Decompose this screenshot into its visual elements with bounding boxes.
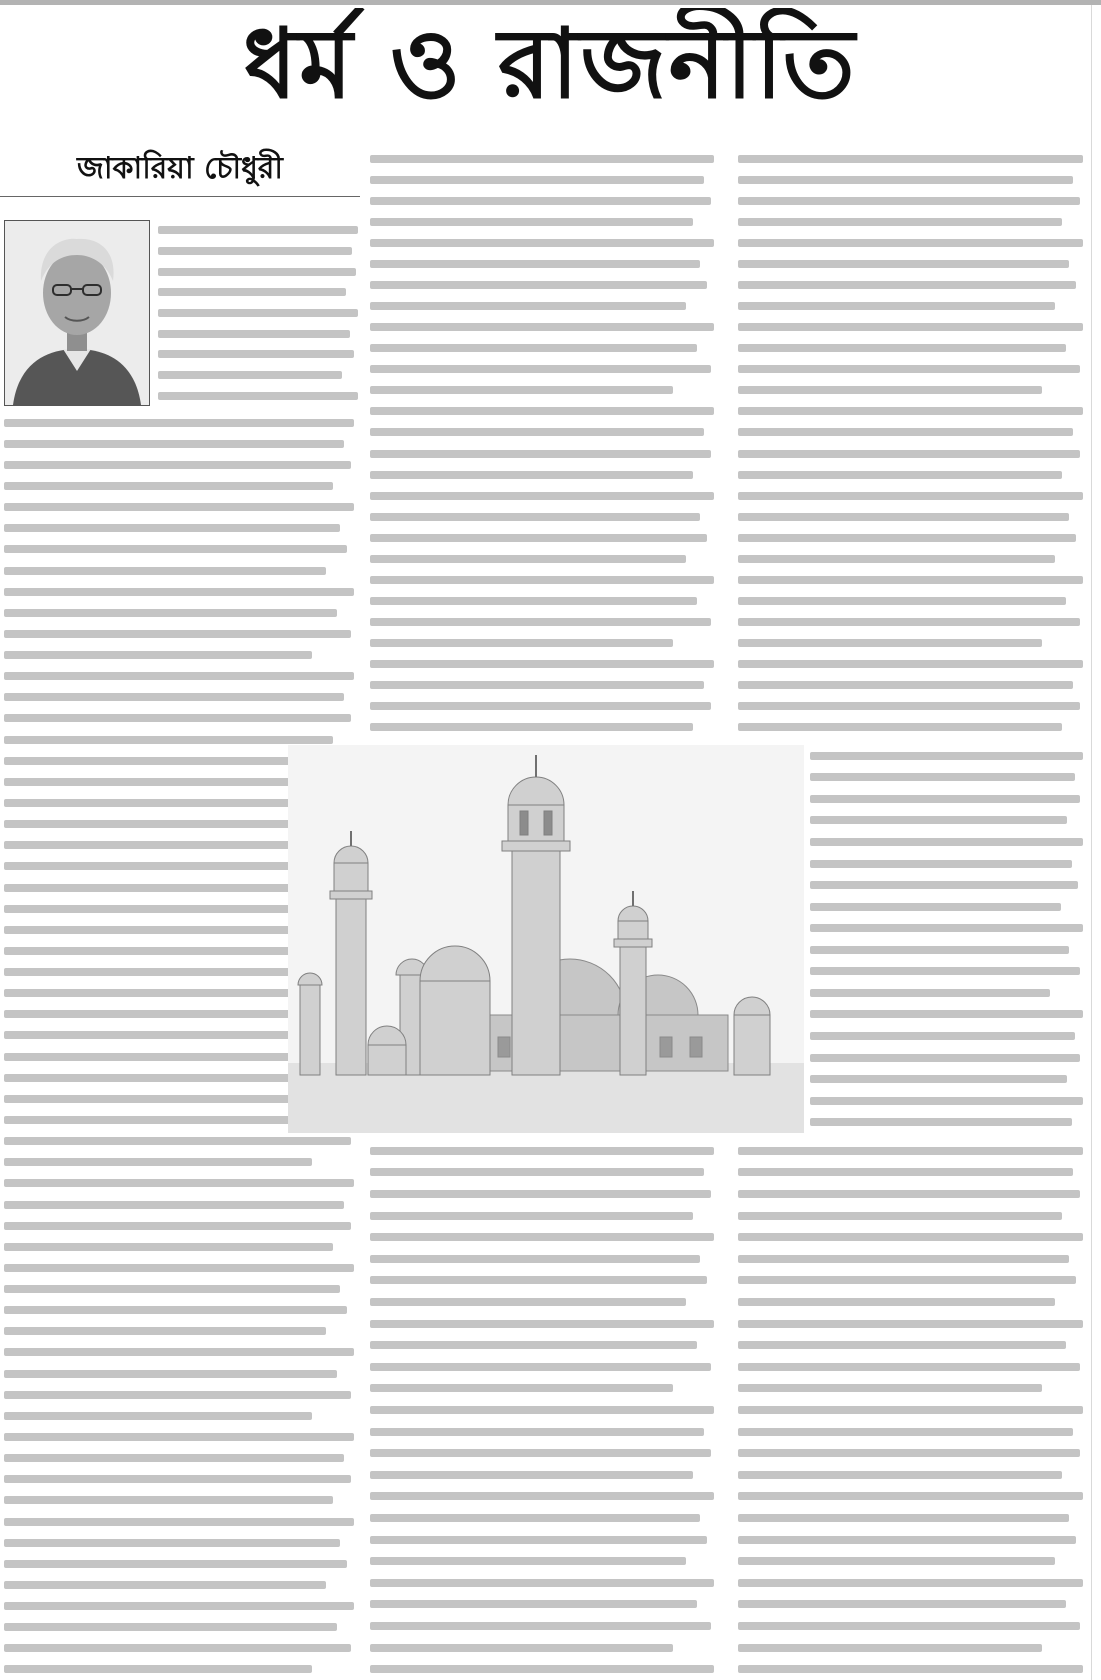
text-line-placeholder [810, 860, 1072, 868]
text-line-placeholder [738, 218, 1062, 226]
text-line-placeholder [4, 1623, 337, 1631]
text-line-placeholder [370, 1190, 711, 1198]
right-border [1091, 5, 1092, 1680]
text-line-placeholder [4, 1222, 351, 1230]
text-line-placeholder [810, 1097, 1083, 1105]
text-line-placeholder [370, 1255, 700, 1263]
text-line-placeholder [4, 1370, 337, 1378]
text-line-placeholder [370, 1276, 707, 1284]
text-line-placeholder [738, 681, 1073, 689]
text-line-placeholder [4, 1518, 354, 1526]
text-line-placeholder [4, 630, 351, 638]
text-line-placeholder [4, 1243, 333, 1251]
text-line-placeholder [370, 1622, 711, 1630]
text-line-placeholder [4, 567, 326, 575]
text-line-placeholder [738, 386, 1042, 394]
text-line-placeholder [370, 1514, 700, 1522]
text-line-placeholder [370, 176, 704, 184]
text-line-placeholder [158, 288, 346, 296]
text-line-placeholder [738, 302, 1055, 310]
text-line-placeholder [370, 260, 700, 268]
column-1-intro-text [158, 220, 358, 406]
text-line-placeholder [370, 1298, 686, 1306]
text-line-placeholder [4, 440, 344, 448]
text-line-placeholder [158, 268, 356, 276]
text-line-placeholder [738, 344, 1066, 352]
text-line-placeholder [4, 1074, 326, 1082]
text-line-placeholder [4, 1433, 354, 1441]
text-line-placeholder [370, 1644, 673, 1652]
column-3-text-wrap [810, 745, 1083, 1133]
text-line-placeholder [738, 471, 1062, 479]
text-line-placeholder [4, 524, 340, 532]
text-line-placeholder [4, 1539, 340, 1547]
text-line-placeholder [4, 1116, 337, 1124]
text-line-placeholder [370, 1320, 714, 1328]
text-line-placeholder [810, 752, 1083, 760]
text-line-placeholder [738, 323, 1083, 331]
text-line-placeholder [738, 1557, 1055, 1565]
text-line-placeholder [810, 1118, 1072, 1126]
text-line-placeholder [738, 239, 1083, 247]
text-line-placeholder [738, 1536, 1076, 1544]
text-line-placeholder [738, 155, 1083, 163]
text-line-placeholder [738, 1168, 1073, 1176]
column-3-text-top [738, 148, 1083, 738]
text-line-placeholder [370, 723, 693, 731]
text-line-placeholder [4, 1306, 347, 1314]
text-line-placeholder [158, 226, 358, 234]
text-line-placeholder [370, 471, 693, 479]
text-line-placeholder [738, 1233, 1083, 1241]
text-line-placeholder [738, 1622, 1080, 1630]
text-line-placeholder [810, 1054, 1080, 1062]
text-line-placeholder [4, 651, 312, 659]
text-line-placeholder [4, 1179, 354, 1187]
text-line-placeholder [4, 609, 337, 617]
text-line-placeholder [738, 1644, 1042, 1652]
column-2-text-top [370, 148, 714, 738]
text-line-placeholder [738, 1212, 1062, 1220]
text-line-placeholder [4, 482, 333, 490]
text-line-placeholder [370, 281, 707, 289]
text-line-placeholder [4, 419, 354, 427]
text-line-placeholder [738, 281, 1076, 289]
text-line-placeholder [158, 330, 350, 338]
text-line-placeholder [738, 1384, 1042, 1392]
text-line-placeholder [370, 618, 711, 626]
text-line-placeholder [738, 1514, 1069, 1522]
text-line-placeholder [370, 344, 697, 352]
text-line-placeholder [370, 407, 714, 415]
text-line-placeholder [158, 371, 342, 379]
text-line-placeholder [810, 881, 1078, 889]
text-line-placeholder [4, 503, 354, 511]
text-line-placeholder [810, 816, 1067, 824]
text-line-placeholder [738, 639, 1042, 647]
text-line-placeholder [810, 1032, 1075, 1040]
text-line-placeholder [4, 1391, 351, 1399]
text-line-placeholder [4, 820, 326, 828]
text-line-placeholder [738, 176, 1073, 184]
text-line-placeholder [370, 450, 711, 458]
text-line-placeholder [738, 1406, 1083, 1414]
text-line-placeholder [370, 1212, 693, 1220]
text-line-placeholder [4, 461, 351, 469]
text-line-placeholder [370, 555, 686, 563]
text-line-placeholder [738, 1665, 1083, 1673]
byline-divider [0, 196, 360, 197]
text-line-placeholder [738, 1341, 1066, 1349]
text-line-placeholder [370, 302, 686, 310]
text-line-placeholder [370, 1536, 707, 1544]
text-line-placeholder [370, 639, 673, 647]
text-line-placeholder [810, 773, 1075, 781]
text-line-placeholder [370, 386, 673, 394]
text-line-placeholder [4, 736, 333, 744]
text-line-placeholder [158, 309, 358, 317]
text-line-placeholder [370, 702, 711, 710]
text-line-placeholder [370, 660, 714, 668]
text-line-placeholder [810, 989, 1050, 997]
text-line-placeholder [4, 1201, 344, 1209]
text-line-placeholder [370, 1471, 693, 1479]
text-line-placeholder [4, 1560, 347, 1568]
text-line-placeholder [4, 905, 312, 913]
text-line-placeholder [370, 1492, 714, 1500]
text-line-placeholder [370, 1665, 714, 1673]
text-line-placeholder [810, 1010, 1083, 1018]
text-line-placeholder [738, 407, 1083, 415]
text-line-placeholder [4, 1602, 354, 1610]
author-portrait [4, 220, 150, 406]
column-3-text-bottom [738, 1140, 1083, 1680]
text-line-placeholder [370, 597, 697, 605]
text-line-placeholder [370, 1600, 697, 1608]
text-line-placeholder [738, 1579, 1083, 1587]
text-line-placeholder [4, 989, 333, 997]
text-line-placeholder [4, 1137, 351, 1145]
mosque-illustration [288, 745, 804, 1133]
text-line-placeholder [738, 428, 1073, 436]
text-line-placeholder [738, 555, 1055, 563]
text-line-placeholder [738, 513, 1069, 521]
text-line-placeholder [370, 1384, 673, 1392]
text-line-placeholder [738, 618, 1080, 626]
text-line-placeholder [4, 1285, 340, 1293]
text-line-placeholder [810, 924, 1083, 932]
text-line-placeholder [738, 1600, 1066, 1608]
text-line-placeholder [370, 513, 700, 521]
text-line-placeholder [370, 1449, 711, 1457]
text-line-placeholder [738, 597, 1066, 605]
text-line-placeholder [370, 218, 693, 226]
text-line-placeholder [158, 247, 352, 255]
text-line-placeholder [370, 155, 714, 163]
text-line-placeholder [4, 1644, 351, 1652]
text-line-placeholder [4, 1475, 351, 1483]
text-line-placeholder [738, 1449, 1080, 1457]
text-line-placeholder [738, 1255, 1069, 1263]
column-2-text-bottom [370, 1140, 714, 1680]
text-line-placeholder [738, 1147, 1083, 1155]
text-line-placeholder [4, 693, 344, 701]
text-line-placeholder [738, 1363, 1080, 1371]
text-line-placeholder [738, 450, 1080, 458]
text-line-placeholder [738, 1492, 1083, 1500]
text-line-placeholder [738, 723, 1062, 731]
text-line-placeholder [810, 838, 1083, 846]
text-line-placeholder [738, 534, 1076, 542]
text-line-placeholder [738, 1190, 1080, 1198]
text-line-placeholder [370, 239, 714, 247]
text-line-placeholder [370, 1363, 711, 1371]
text-line-placeholder [370, 365, 711, 373]
text-line-placeholder [4, 672, 354, 680]
text-line-placeholder [4, 1581, 326, 1589]
top-border [0, 0, 1101, 5]
text-line-placeholder [370, 1428, 704, 1436]
text-line-placeholder [738, 1471, 1062, 1479]
text-line-placeholder [4, 1496, 333, 1504]
text-line-placeholder [810, 903, 1061, 911]
text-line-placeholder [370, 428, 704, 436]
text-line-placeholder [738, 702, 1080, 710]
text-line-placeholder [370, 1147, 714, 1155]
text-line-placeholder [738, 1320, 1083, 1328]
text-line-placeholder [810, 1075, 1067, 1083]
text-line-placeholder [738, 365, 1080, 373]
text-line-placeholder [4, 1665, 312, 1673]
text-line-placeholder [4, 1158, 312, 1166]
text-line-placeholder [738, 1276, 1076, 1284]
text-line-placeholder [738, 576, 1083, 584]
text-line-placeholder [738, 660, 1083, 668]
text-line-placeholder [370, 323, 714, 331]
text-line-placeholder [370, 1341, 697, 1349]
text-line-placeholder [370, 1579, 714, 1587]
text-line-placeholder [4, 1454, 344, 1462]
text-line-placeholder [370, 681, 704, 689]
text-line-placeholder [4, 1412, 312, 1420]
text-line-placeholder [738, 1298, 1055, 1306]
text-line-placeholder [158, 350, 354, 358]
text-line-placeholder [738, 492, 1083, 500]
text-line-placeholder [4, 1327, 326, 1335]
text-line-placeholder [4, 1264, 354, 1272]
text-line-placeholder [810, 795, 1080, 803]
text-line-placeholder [370, 1168, 704, 1176]
text-line-placeholder [158, 392, 358, 400]
text-line-placeholder [4, 1348, 354, 1356]
text-line-placeholder [810, 946, 1069, 954]
text-line-placeholder [370, 197, 711, 205]
text-line-placeholder [4, 862, 337, 870]
text-line-placeholder [370, 1233, 714, 1241]
text-line-placeholder [738, 1428, 1073, 1436]
text-line-placeholder [738, 197, 1080, 205]
text-line-placeholder [4, 545, 347, 553]
text-line-placeholder [4, 714, 351, 722]
text-line-placeholder [738, 260, 1069, 268]
article-headline: ধর্ম ও রাজনীতি [243, 8, 857, 120]
text-line-placeholder [370, 1406, 714, 1414]
text-line-placeholder [370, 576, 714, 584]
text-line-placeholder [810, 967, 1080, 975]
text-line-placeholder [4, 588, 354, 596]
text-line-placeholder [370, 534, 707, 542]
text-line-placeholder [370, 492, 714, 500]
text-line-placeholder [370, 1557, 686, 1565]
author-byline: জাকারিয়া চৌধুরী [77, 151, 283, 186]
